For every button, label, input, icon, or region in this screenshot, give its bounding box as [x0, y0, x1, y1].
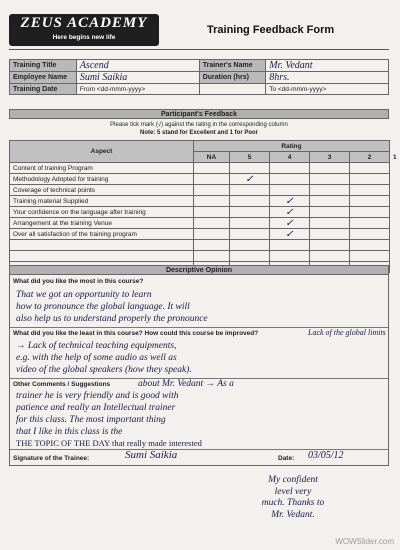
- aspect-header: Aspect: [10, 141, 194, 163]
- training-title-value: Ascend: [76, 60, 199, 72]
- handwritten-footer-note: [218, 475, 368, 521]
- rating-cell-na[interactable]: [194, 174, 230, 185]
- logo-title: ZEUS ACADEMY: [20, 15, 148, 31]
- training-date-label: Training Date: [10, 84, 77, 95]
- employee-name-value: Sumi Saikia: [76, 72, 199, 84]
- aspect-label: Content of training Program: [10, 163, 194, 174]
- aspect-label: Coverage of technical points: [10, 185, 194, 196]
- feedback-row-blank: [10, 251, 390, 262]
- rating-cell-na[interactable]: [194, 229, 230, 240]
- rating-cell-3[interactable]: [310, 174, 350, 185]
- rating-cell-2[interactable]: [350, 174, 390, 185]
- feedback-rating-table: Aspect Rating NA 5 4 3 2 1 Content of training Program Methodology Adopted for training ✓ Coverage of technical points Training material Supplied ✓ Your confidence on the language after training ✓ Arrangement at the training Venue ✓ Over all satisfaction of the training program ✓: [9, 140, 390, 273]
- aspect-label: Methodology Adopted for training: [10, 174, 194, 185]
- opinion-section-title: Descriptive Opinion: [9, 265, 389, 275]
- rating-cell-4[interactable]: [270, 196, 310, 207]
- feedback-note: Note: 5 stand for Excellent and 1 for Poor: [139, 130, 259, 136]
- rating-cell-4[interactable]: [270, 207, 310, 218]
- rating-cell-3[interactable]: [310, 207, 350, 218]
- footer-note-line: Mr. Vedant.: [271, 509, 315, 520]
- rating-cell-2[interactable]: [350, 207, 390, 218]
- answer-comments-line-5: that I like in this class is the: [16, 427, 123, 437]
- answer-comments-line-4: for this class. The most important thing: [16, 415, 166, 425]
- answer-liked-most-line-3: also help us to understand properly the pronounce: [16, 314, 208, 324]
- rating-cell-na[interactable]: [194, 163, 230, 174]
- feedback-row-blank: [10, 240, 390, 251]
- rating-cell-5[interactable]: [230, 229, 270, 240]
- tick-mark-icon: ✓: [285, 206, 294, 218]
- rating-cell-2[interactable]: [350, 218, 390, 229]
- rating-cell-4[interactable]: [270, 218, 310, 229]
- tick-mark-icon: ✓: [285, 217, 294, 229]
- feedback-section-title: Participant's Feedback: [9, 109, 389, 119]
- duration-label: Duration (hrs): [199, 72, 266, 84]
- trainee-signature: Sumi Saikia: [125, 449, 178, 461]
- answer-liked-least-margin-note: Lack of the global limits: [308, 328, 386, 337]
- footer-note-line: level very: [274, 486, 312, 497]
- rating-cell-3[interactable]: [310, 229, 350, 240]
- rating-cell-3[interactable]: [310, 196, 350, 207]
- form-title: Training Feedback Form: [207, 24, 335, 36]
- rating-column-3: 3: [310, 152, 350, 163]
- answer-liked-least-line-1: → Lack of technical teaching equipments,: [16, 341, 177, 351]
- duration-value: 8hrs.: [266, 72, 389, 84]
- question-liked-most: What did you like the most in this course?: [13, 278, 144, 285]
- answer-liked-least-line-3: video of the global speakers (how they speak).: [16, 365, 192, 375]
- rating-cell-5[interactable]: [230, 185, 270, 196]
- training-info-table: [9, 59, 389, 95]
- feedback-row: [10, 196, 390, 207]
- answer-comments-line-1: about Mr. Vedant → As a: [138, 379, 234, 389]
- rating-cell-5[interactable]: [230, 174, 270, 185]
- feedback-row: [10, 163, 390, 174]
- rating-cell-na[interactable]: [194, 218, 230, 229]
- feedback-row: [10, 185, 390, 196]
- footer-note-line: much. Thanks to: [261, 498, 325, 508]
- rating-cell-na[interactable]: [194, 207, 230, 218]
- rating-cell-3[interactable]: [310, 163, 350, 174]
- signature-date: 03/05/12: [308, 450, 344, 461]
- tick-mark-icon: ✓: [285, 228, 294, 240]
- feedback-row: [10, 229, 390, 240]
- rating-cell-3[interactable]: [310, 218, 350, 229]
- answer-comments-line-6: THE TOPIC OF THE DAY that really made interested: [16, 438, 202, 448]
- answer-liked-most-line-1: That we got an opportunity to learn: [16, 290, 152, 300]
- rating-cell-5[interactable]: [230, 218, 270, 229]
- signature-label: Signature of the Trainee:: [13, 455, 90, 462]
- feedback-row: [10, 218, 390, 229]
- logo-tagline: Here begins new life: [52, 34, 116, 41]
- trainer-name-label: Trainer's Name: [199, 60, 266, 72]
- feedback-row: [10, 174, 390, 185]
- answer-comments-line-2: trainer he is very friendly and is good with: [16, 391, 179, 401]
- footer-note-line: My confident: [268, 475, 318, 485]
- watermark: WOWSlider.com: [335, 537, 394, 546]
- rating-column-na: NA: [194, 152, 230, 163]
- opinion-box: [9, 274, 389, 466]
- rating-cell-2[interactable]: [350, 196, 390, 207]
- feedback-instruction: Please tick mark (√) against the rating in the corresponding column: [110, 122, 288, 128]
- rating-header: Rating: [194, 141, 390, 152]
- answer-liked-most-line-2: how to pronounce the global language. It will: [16, 302, 190, 312]
- rating-cell-4[interactable]: [270, 163, 310, 174]
- rating-cell-na[interactable]: [194, 185, 230, 196]
- rating-column-2: 2: [350, 152, 390, 163]
- training-title-label: Training Title: [10, 60, 77, 72]
- rating-cell-na[interactable]: [194, 196, 230, 207]
- rating-cell-5[interactable]: [230, 163, 270, 174]
- rating-cell-4[interactable]: [270, 185, 310, 196]
- feedback-row: [10, 207, 390, 218]
- rating-cell-3[interactable]: [310, 185, 350, 196]
- employee-name-label: Employee Name: [10, 72, 77, 84]
- question-other-comments: Other Comments / Suggestions: [13, 381, 111, 388]
- rating-cell-2[interactable]: [350, 229, 390, 240]
- question-liked-least: What did you like the least in this course? How could this course be improved?: [13, 330, 259, 337]
- to-date-field: To <dd-mmm-yyyy>: [266, 84, 389, 95]
- tick-mark-icon: ✓: [285, 195, 294, 207]
- tick-mark-icon: ✓: [245, 173, 254, 185]
- date-label: Date:: [278, 455, 295, 462]
- academy-logo: [9, 14, 159, 46]
- rating-cell-2[interactable]: [350, 185, 390, 196]
- rating-cell-4[interactable]: [270, 174, 310, 185]
- aspect-label: Arrangement at the training Venue: [10, 218, 194, 229]
- rating-cell-5[interactable]: [230, 207, 270, 218]
- header-divider: [9, 49, 389, 50]
- trainer-name-value: Mr. Vedant: [266, 60, 389, 72]
- rating-cell-2[interactable]: [350, 163, 390, 174]
- rating-cell-5[interactable]: [230, 196, 270, 207]
- rating-cell-4[interactable]: [270, 229, 310, 240]
- aspect-label: Over all satisfaction of the training program: [10, 229, 194, 240]
- rating-column-5: 5: [230, 152, 270, 163]
- aspect-label: Your confidence on the language after training: [10, 207, 194, 218]
- aspect-label: Training material Supplied: [10, 196, 194, 207]
- answer-liked-least-line-2: e.g. with the help of some audio as well as: [16, 353, 177, 363]
- answer-comments-line-3: patience and really an Intellectual trainer: [16, 403, 176, 413]
- from-date-field: From <dd-mmm-yyyy>: [76, 84, 199, 95]
- rating-column-4: 4: [270, 152, 310, 163]
